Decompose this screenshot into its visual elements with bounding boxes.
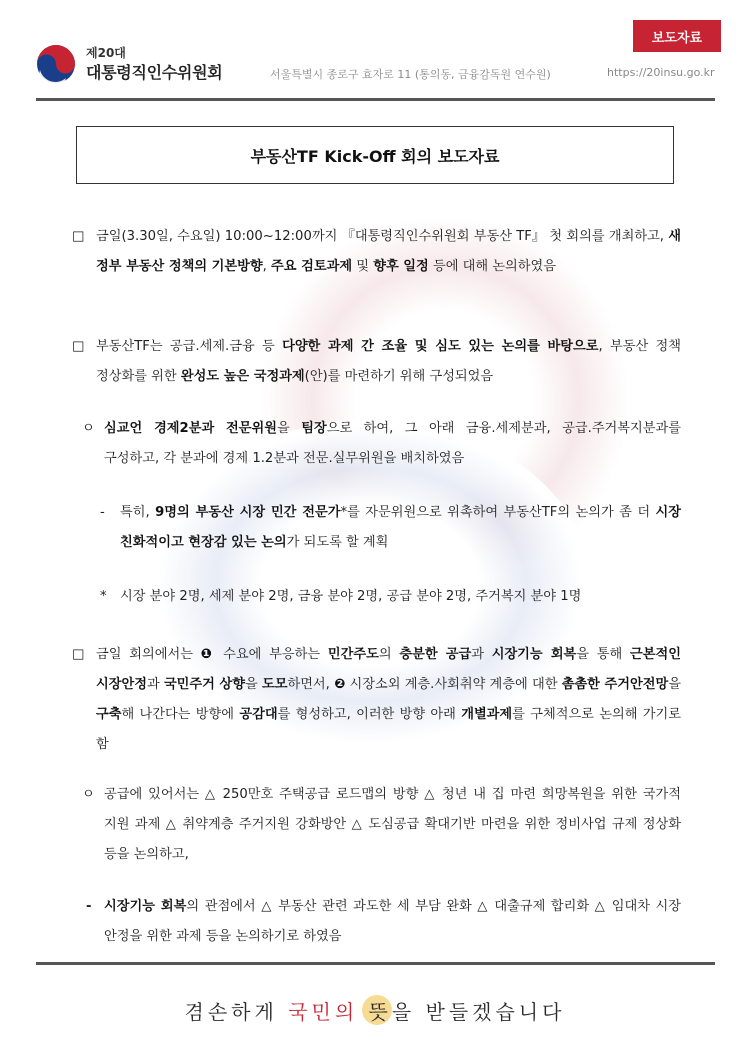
document-title: 부동산TF Kick-Off 회의 보도자료 [76, 126, 674, 184]
paragraph-market-topics: 시장기능 회복의 관점에서 △ 부동산 관련 과도한 세 부담 완화 △ 대출규제 합리화 △ 임대차 시장 안정을 위한 과제 등을 논의하기로 하였음 [104, 899, 681, 944]
org-address: 서울특별시 종로구 효자로 11 (통의동, 금융감독원 연수원) [270, 68, 551, 81]
circled-one-icon: ❶ [200, 647, 216, 662]
footer-divider [36, 962, 715, 965]
paragraph-meeting-direction: 금일 회의에서는 ❶ 수요에 부응하는 민간주도의 충분한 공급과 시장기능 회복을 통해 근본적인 시장안정과 국민주거 상향을 도모하면서, ❷ 시장소외 계층.사회취약 계층에 대한 촘촘한 주거안전망을 구축해 나간다는 방향에 공감대를 형성하고, 이러한 방향 아래 개별과제를 구체적으로 논의해 가기로 함 [96, 647, 681, 752]
circle-bullet: ㅇ [82, 421, 95, 436]
paragraph-supply-topics: 공급에 있어서는 △ 250만호 주택공급 로드맵의 방향 △ 청년 내 집 마련 희망복원을 위한 국가적 지원 과제 △ 취약계층 주거지원 강화방안 △ 도심공급 확대기반 마련을 위한 정비사업 규제 정상화 등을 논의하고, [104, 787, 681, 862]
paragraph-tf-structure: 심교언 경제2분과 전문위원을 팀장으로 하여, 그 아래 금융.세제분과, 공급.주거복지분과를 구성하고, 각 분과에 경제 1.2분과 전문.실무위원을 배치하였음 [104, 421, 681, 466]
header-divider [36, 98, 715, 101]
org-edition: 제20대 [86, 46, 126, 60]
square-bullet: □ [72, 647, 85, 662]
paragraph-meeting-overview: 금일(3.30일, 수요일) 10:00~12:00까지 『대통령직인수위원회 부동산 TF』 첫 회의를 개최하고, 새 정부 부동산 정책의 기본방향, 주요 검토과제 및 향후 일정 등에 대해 논의하였음 [96, 229, 681, 274]
org-website: https://20insu.go.kr [607, 66, 715, 79]
org-name: 대통령직인수위원회 [86, 63, 223, 82]
footer-slogan: 겸손하게 국민의 뜻을 받들겠습니다 [184, 1000, 566, 1024]
paragraph-tf-purpose: 부동산TF는 공급.세제.금융 등 다양한 과제 간 조율 및 심도 있는 논의를 바탕으로, 부동산 정책 정상화를 위한 완성도 높은 국정과제(안)를 마련하기 위해 구성되었음 [96, 339, 681, 384]
dash-bullet: - [86, 899, 92, 914]
dash-bullet: - [100, 505, 105, 520]
asterisk-note-marker: * [100, 589, 107, 604]
taegeuk-logo-icon [36, 44, 76, 84]
paragraph-advisor-breakdown: 시장 분야 2명, 세제 분야 2명, 금융 분야 2명, 공급 분야 2명, 주거복지 분야 1명 [120, 589, 582, 604]
circled-two-icon: ❷ [334, 677, 346, 692]
circle-bullet: ㅇ [82, 787, 95, 802]
paragraph-advisors: 특히, 9명의 부동산 시장 민간 전문가*를 자문위원으로 위촉하여 부동산TF의 논의가 좀 더 시장 친화적이고 현장감 있는 논의가 되도록 할 계획 [120, 505, 681, 550]
press-release-badge: 보도자료 [633, 20, 721, 52]
square-bullet: □ [72, 229, 85, 244]
square-bullet: □ [72, 339, 85, 354]
